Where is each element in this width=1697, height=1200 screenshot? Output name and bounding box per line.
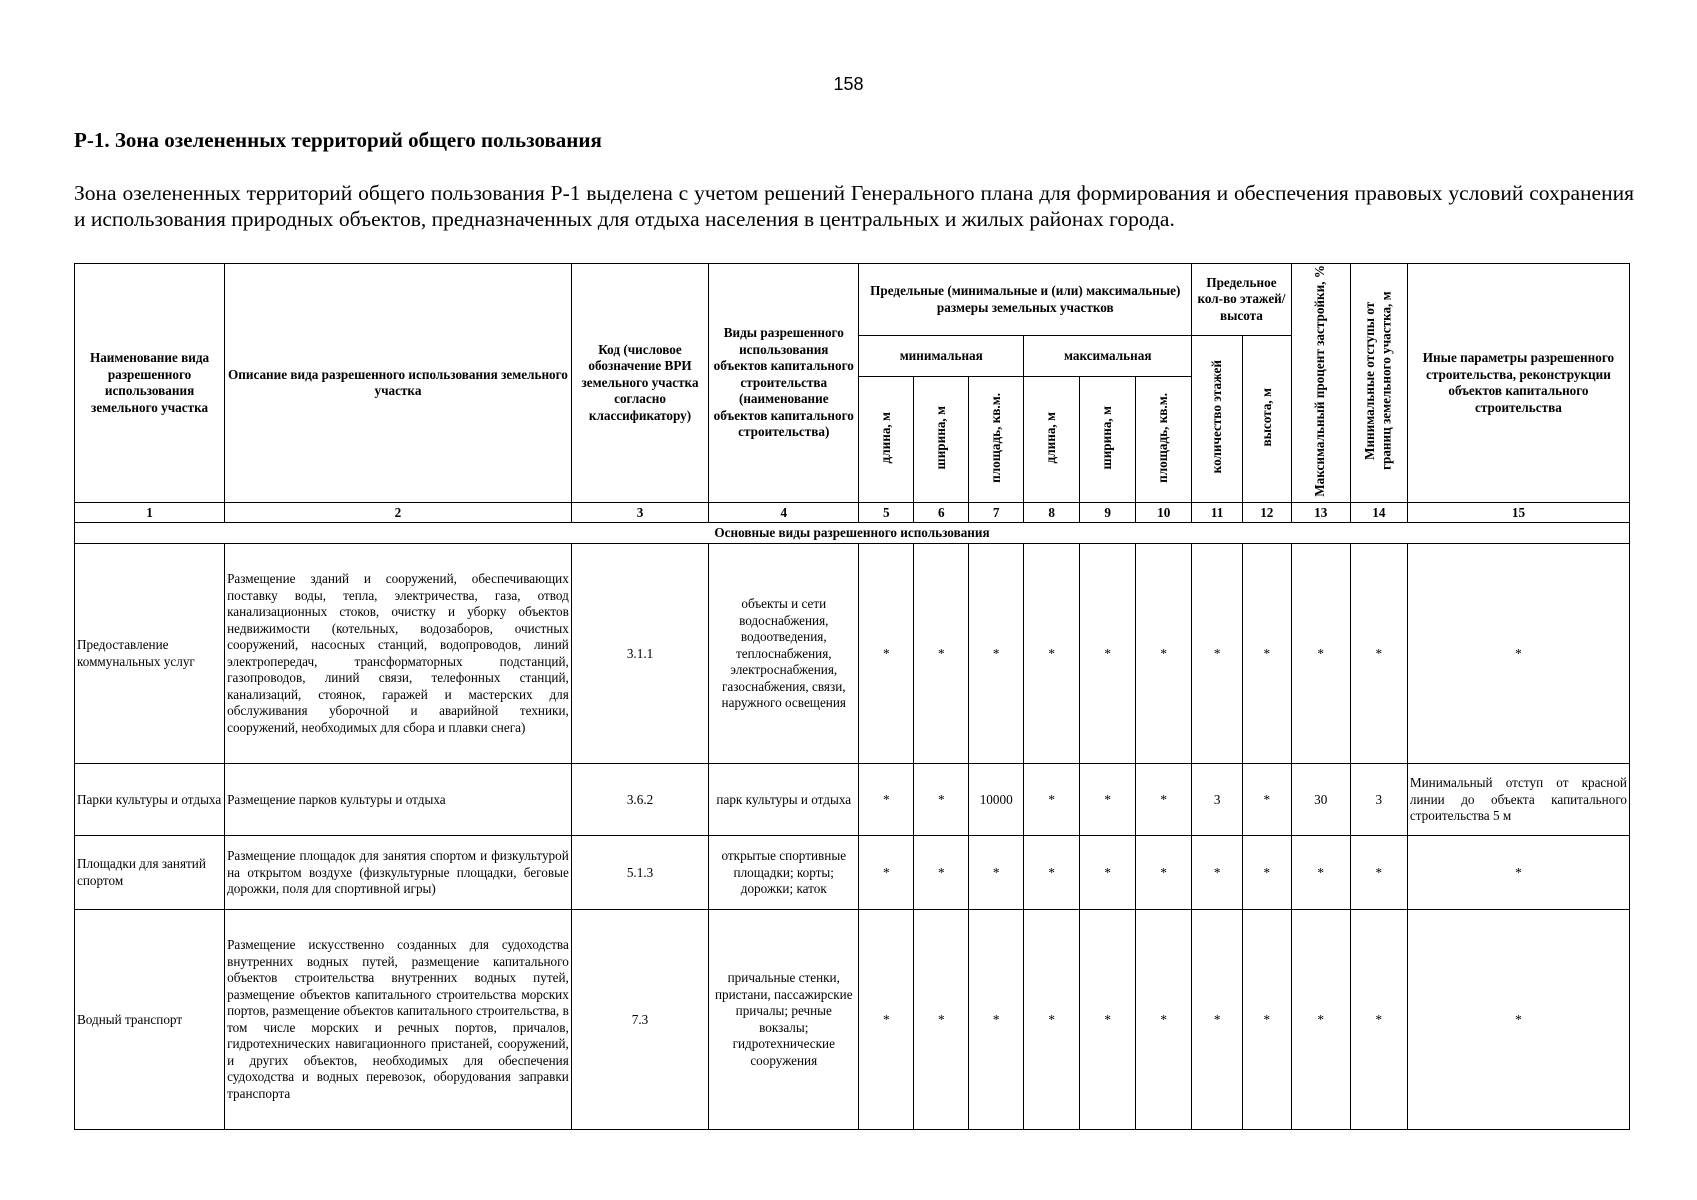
column-number: 15 — [1407, 503, 1629, 523]
row-min-setback: * — [1350, 910, 1407, 1130]
row-name: Парки культуры и отдыха — [75, 764, 225, 836]
row-max-length: * — [1024, 764, 1080, 836]
column-number: 12 — [1242, 503, 1291, 523]
row-min-width: * — [914, 544, 969, 764]
row-min-width: * — [914, 836, 969, 910]
row-min-area: 10000 — [969, 764, 1024, 836]
column-number: 14 — [1350, 503, 1407, 523]
row-min-area: * — [969, 910, 1024, 1130]
row-other: Минимальный отступ от красной линии до объекта капитального строительства 5 м — [1407, 764, 1629, 836]
row-max-length: * — [1024, 836, 1080, 910]
header-max-percent: Максимальный процент застройки, % — [1291, 264, 1350, 503]
column-number: 3 — [571, 503, 708, 523]
row-max-percent: 30 — [1291, 764, 1350, 836]
header-min-width: ширина, м — [914, 377, 969, 503]
row-code: 3.1.1 — [571, 544, 708, 764]
row-min-width: * — [914, 764, 969, 836]
column-number: 5 — [859, 503, 914, 523]
intro-paragraph: Зона озелененных территорий общего пользования Р-1 выделена с учетом решений Генерального плана для формирования и обеспечения правовых условий сохранения и использования природных объектов, предназначенных для отдыха населения в центральных и жилых районах города. — [74, 181, 1634, 231]
row-min-length: * — [859, 764, 914, 836]
column-number: 10 — [1136, 503, 1192, 523]
row-min-area: * — [969, 544, 1024, 764]
row-name: Площадки для занятий спортом — [75, 836, 225, 910]
row-floors: * — [1192, 544, 1243, 764]
column-number: 13 — [1291, 503, 1350, 523]
header-name: Наименование вида разрешенного использования земельного участка — [75, 264, 225, 503]
row-min-length: * — [859, 910, 914, 1130]
row-max-percent: * — [1291, 836, 1350, 910]
row-max-percent: * — [1291, 544, 1350, 764]
table-row — [75, 544, 1630, 764]
row-description: Размещение зданий и сооружений, обеспечивающих поставку воды, тепла, электричества, газа, отвод канализационных стоков, очистку и уборку объектов недвижимости (котельных, водозаборов, очистных сооружений, насосных станций, водопроводов, линий электропередач, трансформаторных подстанций, газопроводов, линий связи, телефонных станций, канализаций, стоянок, гаражей и мастерских для обслуживания уборочной и аварийной техники, сооружений, необходимых для сбора и плавки снега) — [225, 544, 572, 764]
table-row — [75, 764, 1630, 836]
section-heading: Основные виды разрешенного использования — [75, 523, 1630, 544]
page-number: 158 — [833, 74, 864, 94]
row-name: Водный транспорт — [75, 910, 225, 1130]
row-max-percent: * — [1291, 910, 1350, 1130]
column-number: 2 — [225, 503, 572, 523]
row-min-area: * — [969, 836, 1024, 910]
row-description: Размещение парков культуры и отдыха — [225, 764, 572, 836]
header-floors: количество этажей — [1192, 336, 1243, 503]
row-height: * — [1242, 544, 1291, 764]
header-min-length: длина, м — [859, 377, 914, 503]
table-row — [75, 836, 1630, 910]
row-max-width: * — [1080, 910, 1136, 1130]
row-code: 7.3 — [571, 910, 708, 1130]
row-max-length: * — [1024, 544, 1080, 764]
row-min-setback: * — [1350, 544, 1407, 764]
column-number-row — [75, 503, 1630, 523]
row-floors: * — [1192, 836, 1243, 910]
header-min-setback: Минимальные отступы от границ земельного участка, м — [1350, 264, 1407, 503]
row-floors: * — [1192, 910, 1243, 1130]
row-max-width: * — [1080, 764, 1136, 836]
header-floors-height: Предельное кол-во этажей/ высота — [1192, 264, 1291, 336]
row-description: Размещение искусственно созданных для судоходства внутренних водных путей, размещение капитального объектов строительства внутренних водных путей, размещение объектов капитального строительства морских портов, размещение объектов капитального строительства, в том числе морских и речных портов, причалов, гидротехнических навигационного пристаней, сооружений, и других объектов, необходимых для обеспечения судоходства и водных перевозок, оборудования заправки транспорта — [225, 910, 572, 1130]
row-other: * — [1407, 544, 1629, 764]
row-objects: парк культуры и отдыха — [709, 764, 859, 836]
header-height: высота, м — [1242, 336, 1291, 503]
column-number: 9 — [1080, 503, 1136, 523]
row-height: * — [1242, 910, 1291, 1130]
header-max-area: площадь, кв.м. — [1136, 377, 1192, 503]
row-height: * — [1242, 836, 1291, 910]
row-max-area: * — [1136, 764, 1192, 836]
column-number: 11 — [1192, 503, 1243, 523]
row-other: * — [1407, 910, 1629, 1130]
column-number: 4 — [709, 503, 859, 523]
row-objects: открытые спортивные площадки; корты; дорожки; каток — [709, 836, 859, 910]
header-plot-sizes: Предельные (минимальные и (или) максимальные) размеры земельных участков — [859, 264, 1192, 336]
column-number: 1 — [75, 503, 225, 523]
row-min-setback: * — [1350, 836, 1407, 910]
row-description: Размещение площадок для занятия спортом и физкультурой на открытом воздухе (физкультурные площадки, беговые дорожки, поля для спортивной игры) — [225, 836, 572, 910]
row-min-setback: 3 — [1350, 764, 1407, 836]
table-row — [75, 910, 1630, 1130]
row-code: 3.6.2 — [571, 764, 708, 836]
header-max: максимальная — [1024, 336, 1192, 377]
section-row — [75, 523, 1630, 544]
header-min-area: площадь, кв.м. — [969, 377, 1024, 503]
column-number: 8 — [1024, 503, 1080, 523]
column-number: 6 — [914, 503, 969, 523]
row-max-length: * — [1024, 910, 1080, 1130]
row-name: Предоставление коммунальных услуг — [75, 544, 225, 764]
row-max-area: * — [1136, 544, 1192, 764]
row-objects: объекты и сети водоснабжения, водоотведения, теплоснабжения, электроснабжения, газоснабжения, связи, наружного освещения — [709, 544, 859, 764]
row-other: * — [1407, 836, 1629, 910]
row-max-area: * — [1136, 836, 1192, 910]
header-code: Код (числовое обозначение ВРИ земельного участка согласно классификатору) — [571, 264, 708, 503]
header-max-length: длина, м — [1024, 377, 1080, 503]
row-objects: причальные стенки, пристани, пассажирские причалы; речные вокзалы; гидротехнические сооружения — [709, 910, 859, 1130]
row-max-width: * — [1080, 544, 1136, 764]
row-min-length: * — [859, 544, 914, 764]
header-objects: Виды разрешенного использования объектов капитального строительства (наименование объектов капитального строительства) — [709, 264, 859, 503]
row-max-area: * — [1136, 910, 1192, 1130]
header-other: Иные параметры разрешенного строительства, реконструкции объектов капитального строительства — [1407, 264, 1629, 503]
section-title: Р-1. Зона озелененных территорий общего пользования — [74, 128, 602, 152]
row-min-width: * — [914, 910, 969, 1130]
row-max-width: * — [1080, 836, 1136, 910]
header-description: Описание вида разрешенного использования земельного участка — [225, 264, 572, 503]
row-floors: 3 — [1192, 764, 1243, 836]
header-min: минимальная — [859, 336, 1024, 377]
row-height: * — [1242, 764, 1291, 836]
column-number: 7 — [969, 503, 1024, 523]
row-min-length: * — [859, 836, 914, 910]
row-code: 5.1.3 — [571, 836, 708, 910]
zoning-rules-table — [74, 263, 1630, 1130]
header-max-width: ширина, м — [1080, 377, 1136, 503]
